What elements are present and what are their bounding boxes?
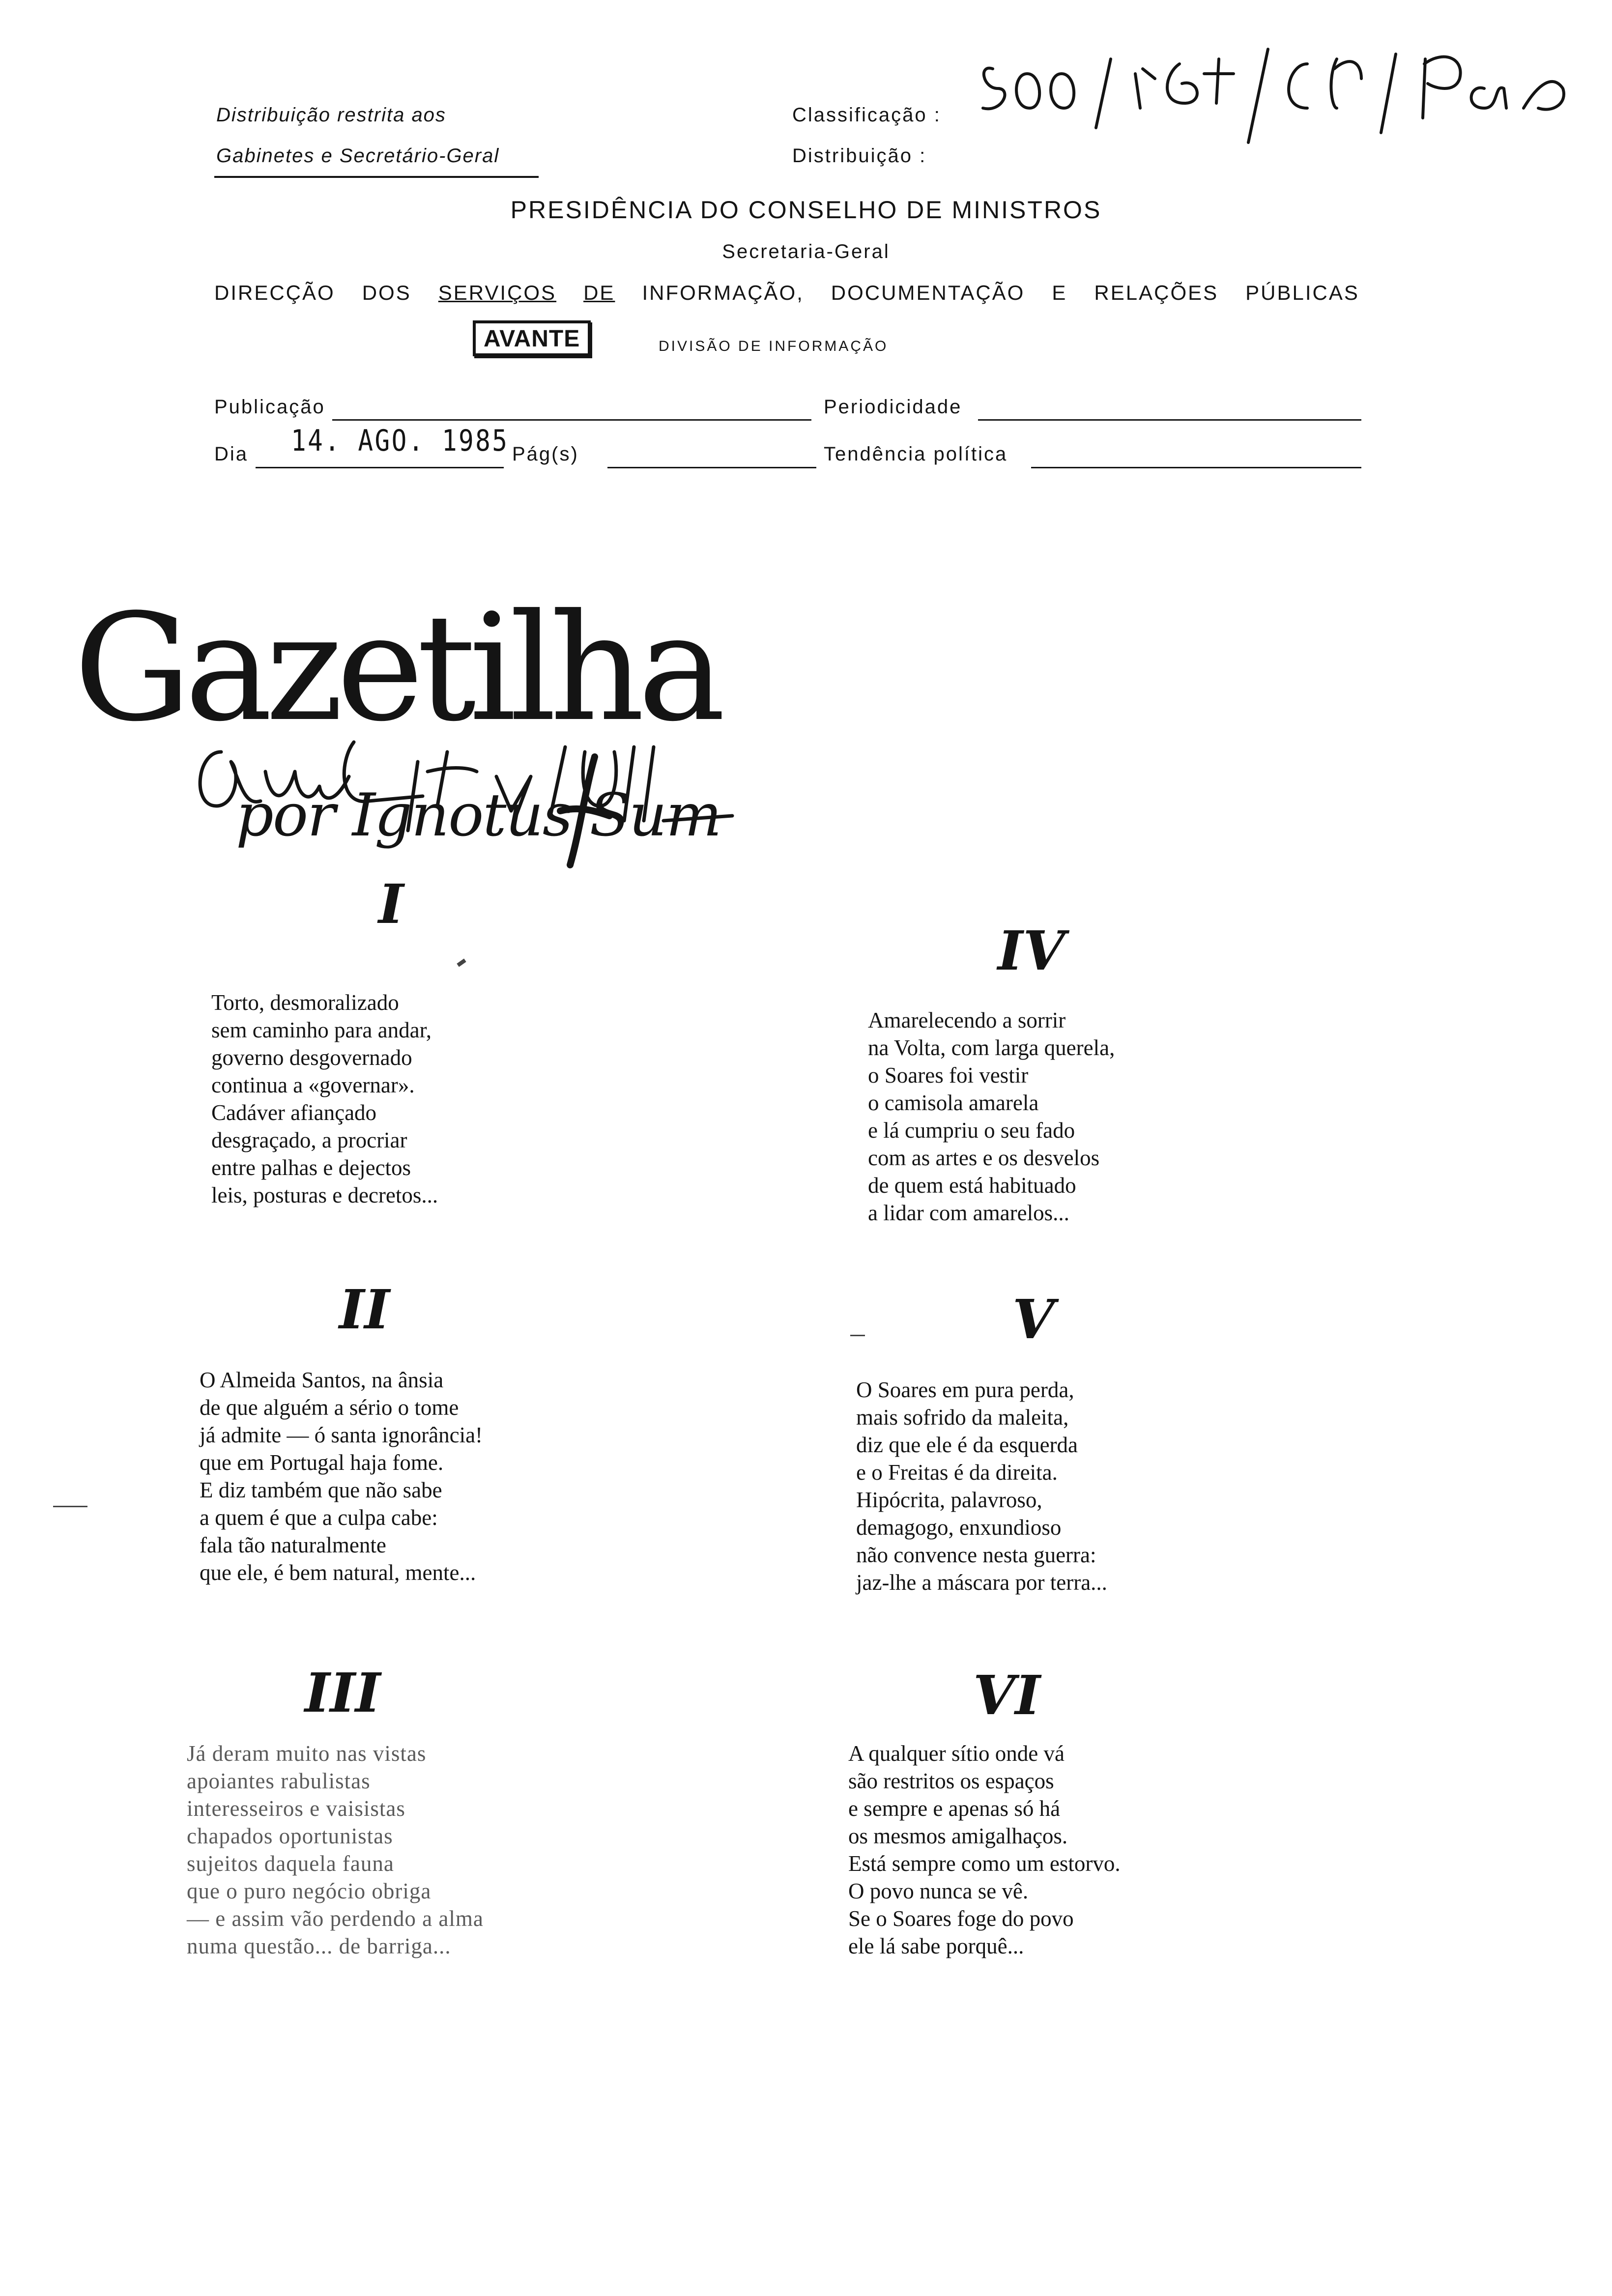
stanza-line: Cadáver afiançado — [211, 1100, 377, 1125]
stanza-1-text — [211, 989, 438, 1209]
stanza-numeral-3: III — [305, 1661, 381, 1724]
division-label: DIVISÃO DE INFORMAÇÃO — [659, 338, 889, 354]
directorate-word: DOCUMENTAÇÃO — [831, 281, 1025, 304]
dia-label: Dia — [214, 443, 249, 465]
scan-mark — [457, 959, 466, 967]
scan-mark — [850, 1335, 865, 1336]
stanza-line: que em Portugal haja fome. — [200, 1450, 444, 1475]
dia-field-line — [256, 467, 504, 468]
stanza-line: governo desgovernado — [211, 1045, 412, 1070]
stanza-line: ele lá sabe porquê... — [848, 1934, 1024, 1958]
stanza-line: já admite — ó santa ignorância! — [200, 1423, 483, 1447]
stanza-line: diz que ele é da esquerda — [856, 1433, 1078, 1457]
stanza-line: são restritos os espaços — [848, 1769, 1054, 1793]
stanza-6-text — [848, 1740, 1121, 1960]
scan-mark — [53, 1506, 87, 1507]
stanza-line: de que alguém a sério o tome — [200, 1395, 459, 1420]
stanza-numeral-6: VI — [973, 1664, 1040, 1727]
distribution-restriction-line2: Gabinetes e Secretário-Geral — [216, 145, 500, 167]
publicacao-label: Publicação — [214, 396, 325, 418]
publication-stamp: AVANTE — [473, 320, 591, 356]
periodicidade-field-line — [978, 419, 1361, 421]
stanza-line: apoiantes rabulistas — [187, 1769, 371, 1793]
stanza-line: continua a «governar». — [211, 1073, 415, 1097]
stanza-line: numa questão... de barriga... — [187, 1934, 451, 1958]
stanza-line: a quem é que a culpa cabe: — [200, 1505, 438, 1530]
stanza-line: Está sempre como um estorvo. — [848, 1851, 1121, 1876]
tendencia-label: Tendência política — [824, 443, 1008, 465]
stanza-line: — e assim vão perdendo a alma — [187, 1906, 484, 1931]
stanza-line: O povo nunca se vê. — [848, 1879, 1029, 1903]
stanza-line: leis, posturas e decretos... — [211, 1183, 438, 1207]
stanza-line: jaz-lhe a máscara por terra... — [856, 1570, 1107, 1595]
stanza-line: a lidar com amarelos... — [868, 1201, 1069, 1225]
stanza-5-text — [856, 1376, 1107, 1596]
stanza-line: os mesmos amigalhaços. — [848, 1824, 1068, 1848]
directorate-word: RELAÇÕES — [1094, 281, 1219, 304]
stanza-4-text — [868, 1006, 1115, 1227]
directorate-word: E — [1052, 281, 1067, 304]
stanza-line: fala tão naturalmente — [200, 1533, 386, 1557]
directorate-title — [214, 281, 1359, 305]
stanza-line: e lá cumpriu o seu fado — [868, 1118, 1075, 1143]
pags-label: Pág(s) — [512, 443, 579, 465]
stanza-line: Amarelecendo a sorrir — [868, 1008, 1066, 1033]
directorate-word: INFORMAÇÃO, — [642, 281, 804, 304]
stanza-line: desgraçado, a procriar — [211, 1128, 407, 1152]
handwritten-masthead-note — [192, 732, 737, 835]
stanza-line: de quem está habituado — [868, 1173, 1076, 1198]
stanza-line: entre palhas e dejectos — [211, 1155, 411, 1180]
stanza-line: que ele, é bem natural, mente... — [200, 1560, 476, 1585]
stanza-line: o Soares foi vestir — [868, 1063, 1029, 1088]
stanza-line: O Almeida Santos, na ânsia — [200, 1368, 444, 1392]
distribution-underline — [214, 176, 539, 178]
stanza-line: interesseiros e vaisistas — [187, 1796, 405, 1821]
stanza-line: com as artes e os desvelos — [868, 1146, 1100, 1170]
stanza-line: na Volta, com larga querela, — [868, 1035, 1115, 1060]
directorate-word: DOS — [362, 281, 411, 304]
stanza-2-text — [200, 1366, 483, 1586]
stanza-line: chapados oportunistas — [187, 1824, 393, 1848]
stanza-numeral-4: IV — [998, 919, 1065, 982]
handwritten-reference — [973, 34, 1592, 147]
directorate-word: DE — [583, 281, 615, 304]
stanza-line: Se o Soares foge do povo — [848, 1906, 1074, 1931]
stanza-line: o camisola amarela — [868, 1091, 1039, 1115]
classificacao-label: Classificação : — [792, 104, 941, 126]
distribuicao-label: Distribuição : — [792, 145, 927, 167]
stanza-line: A qualquer sítio onde vá — [848, 1741, 1065, 1766]
pags-field-line — [607, 467, 816, 468]
handwritten-slash-mark — [550, 747, 619, 875]
directorate-word: PÚBLICAS — [1245, 281, 1359, 304]
stanza-numeral-1: I — [378, 872, 404, 936]
stanza-3-text — [187, 1740, 484, 1960]
stanza-line: não convence nesta guerra: — [856, 1543, 1096, 1567]
dia-value: 14. AGO. 1985 — [291, 424, 509, 458]
stanza-line: E diz também que não sabe — [200, 1478, 442, 1502]
stanza-line: sujeitos daquela fauna — [187, 1851, 394, 1876]
stanza-line: que o puro negócio obriga — [187, 1879, 432, 1903]
stanza-line: Torto, desmoralizado — [211, 990, 399, 1015]
stanza-line: e sempre e apenas só há — [848, 1796, 1061, 1821]
stanza-line: O Soares em pura perda, — [856, 1378, 1074, 1402]
secretariat-title: Secretaria-Geral — [722, 241, 890, 262]
masthead-byline: por Ignotus Sum — [236, 781, 721, 850]
periodicidade-label: Periodicidade — [824, 396, 962, 418]
stanza-line: Hipócrita, palavroso, — [856, 1488, 1042, 1512]
directorate-word: DIRECÇÃO — [214, 281, 335, 304]
stanza-line: demagogo, enxundioso — [856, 1515, 1062, 1540]
stanza-numeral-2: II — [339, 1278, 390, 1341]
stanza-line: e o Freitas é da direita. — [856, 1460, 1058, 1485]
masthead-title: Gazetilha — [74, 582, 719, 754]
tendencia-field-line — [1031, 467, 1361, 468]
stanza-line: sem caminho para andar, — [211, 1018, 432, 1042]
distribution-restriction-line1: Distribuição restrita aos — [216, 104, 446, 126]
stanza-numeral-5: V — [1012, 1288, 1055, 1351]
stanza-line: Já deram muito nas vistas — [187, 1741, 427, 1766]
organization-title: PRESIDÊNCIA DO CONSELHO DE MINISTROS — [510, 196, 1102, 224]
stanza-line: mais sofrido da maleita, — [856, 1405, 1069, 1430]
directorate-word: SERVIÇOS — [438, 281, 557, 304]
publicacao-field-line — [332, 419, 811, 421]
